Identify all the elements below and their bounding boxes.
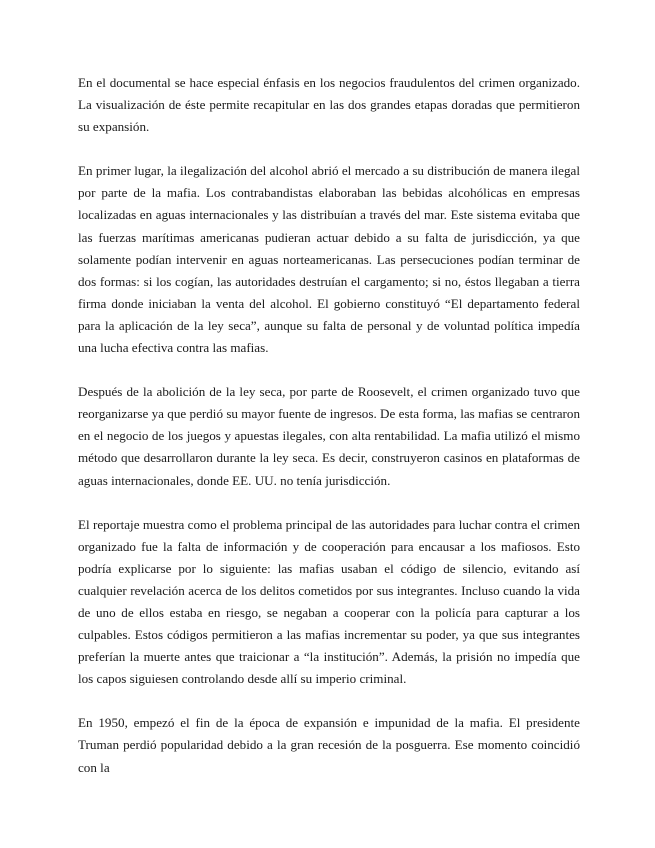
paragraph-intro: En el documental se hace especial énfasis en los negocios fraudulentos del crimen organizado. La visualización de éste permite recapitular en las dos grandes etapas doradas que permitieron su expansión.: [78, 75, 580, 135]
paragraph-1950: En 1950, empezó el fin de la época de expansión e impunidad de la mafia. El presidente Truman perdió popularidad debido a la gran recesión de la posguerra. Ese momento coincidió con la: [78, 715, 580, 775]
document-page: [78, 72, 580, 801]
paragraph-prohibition: En primer lugar, la ilegalización del alcohol abrió el mercado a su distribución de manera ilegal por parte de la mafia. Los contrabandistas elaboraban las bebidas alcohólicas en empresas localizadas en aguas internacionales y las distribuían a través del mar. Este sistema evitaba que las fuerzas marítimas americanas pudieran actuar debido a su falta de jurisdicción, ya que solamente podían intervenir en aguas norteamericanas. Las persecuciones podían terminar de dos formas: si los cogían, las autoridades destruían el cargamento; si no, éstos llegaban a tierra firma donde iniciaban la venta del alcohol. El gobierno constituyó “El departamento federal para la aplicación de la ley seca”, aunque su falta de personal y de voluntad política impedía una lucha efectiva contra las mafias.: [78, 163, 580, 356]
paragraph-silence-code: El reportaje muestra como el problema principal de las autoridades para luchar contra el crimen organizado fue la falta de información y de cooperación para encausar a los mafiosos. Esto podría explicarse por lo siguiente: las mafias usaban el código de silencio, evitando así cualquier revelación acerca de los delitos cometidos por sus integrantes. Incluso cuando la vida de uno de ellos estaba en riesgo, se negaban a cooperar con la policía para capturar a los culpables. Estos códigos permitieron a las mafias incrementar su poder, ya que sus integrantes preferían la muerte antes que traicionar a “la institución”. Además, la prisión no impedía que los capos siguiesen controlando desde allí su imperio criminal.: [78, 516, 580, 687]
paragraph-gambling: Después de la abolición de la ley seca, por parte de Roosevelt, el crimen organizado tuvo que reorganizarse ya que perdió su mayor fuente de ingresos. De esta forma, las mafias se centraron en el negocio de los juegos y apuestas ilegales, con alta rentabilidad. La mafia utilizó el mismo método que desarrollaron durante la ley seca. Es decir, construyeron casinos en plataformas de aguas internacionales, donde EE. UU. no tenía jurisdicción.: [78, 384, 580, 488]
